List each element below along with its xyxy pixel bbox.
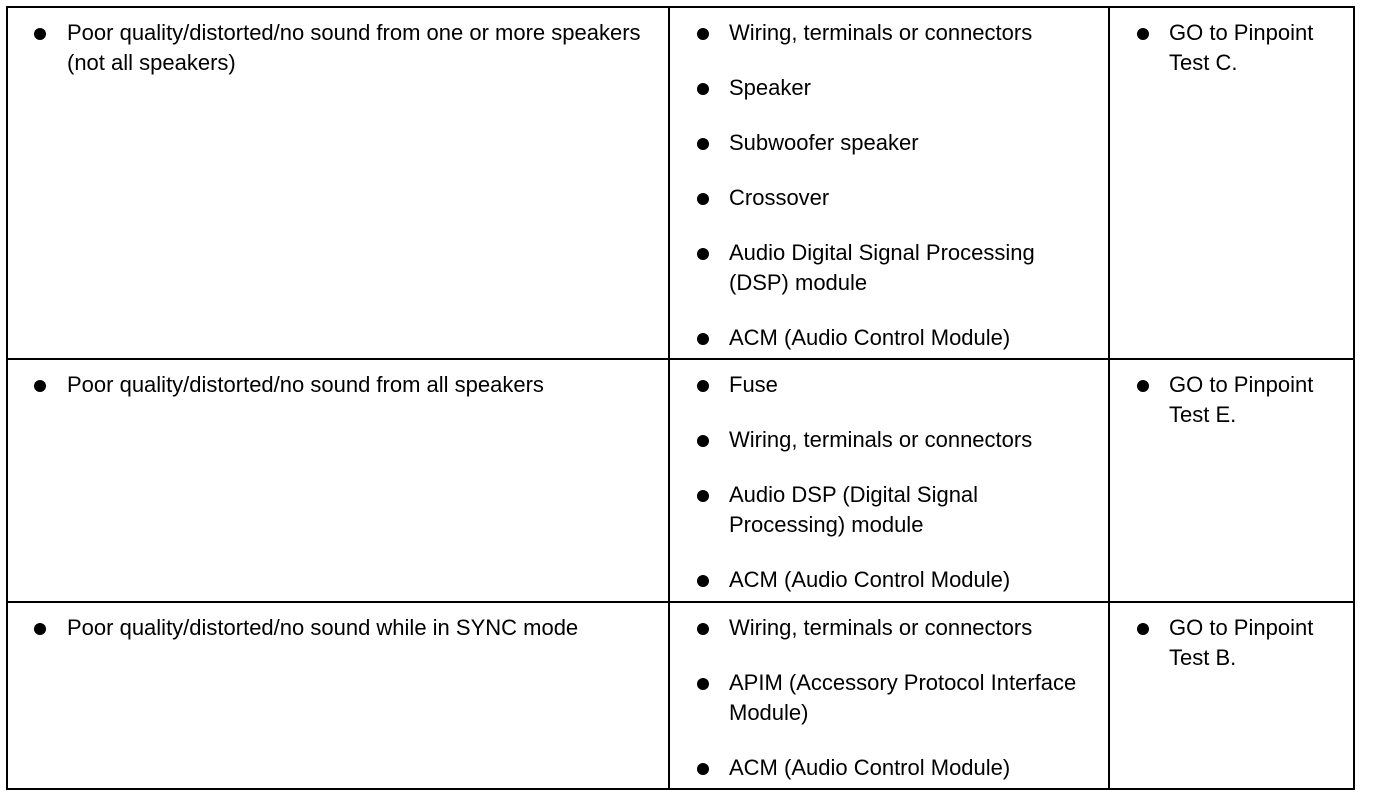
list-item	[670, 425, 1108, 455]
action-cell	[1110, 360, 1353, 601]
symptom-cell	[8, 603, 670, 788]
list-item	[670, 73, 1108, 103]
symptom-list	[8, 18, 668, 103]
bullet-icon	[697, 138, 709, 150]
source-text: Subwoofer speaker	[729, 130, 919, 155]
source-text: APIM (Accessory Protocol Interface Module)	[729, 670, 1077, 725]
source-text: Wiring, terminals or connectors	[729, 427, 1033, 452]
table-row	[8, 8, 1353, 360]
list-item	[8, 370, 668, 400]
bullet-icon	[697, 380, 709, 392]
possible-sources-cell	[670, 8, 1110, 358]
list-item	[670, 668, 1108, 728]
action-cell	[1110, 8, 1353, 358]
bullet-icon	[1137, 623, 1149, 635]
list-item	[1110, 613, 1353, 673]
source-text: Audio Digital Signal Processing (DSP) module	[729, 240, 1035, 295]
source-text: Fuse	[729, 372, 778, 397]
bullet-icon	[697, 248, 709, 260]
symptom-chart-table	[6, 6, 1355, 790]
bullet-icon	[697, 490, 709, 502]
list-item	[670, 18, 1108, 48]
bullet-icon	[1137, 28, 1149, 40]
list-item	[670, 323, 1108, 353]
action-text: GO to Pinpoint Test C.	[1169, 20, 1314, 75]
source-text: Speaker	[729, 75, 811, 100]
symptom-text: Poor quality/distorted/no sound from all speakers	[67, 372, 544, 397]
bullet-icon	[34, 28, 46, 40]
possible-sources-list	[670, 18, 1108, 378]
source-text: Audio DSP (Digital Signal Processing) module	[729, 482, 979, 537]
bullet-icon	[697, 83, 709, 95]
symptom-text: Poor quality/distorted/no sound while in SYNC mode	[67, 615, 579, 640]
table-row	[8, 603, 1353, 788]
list-item	[8, 613, 668, 643]
bullet-icon	[697, 763, 709, 775]
table-row	[8, 360, 1353, 603]
list-item	[670, 480, 1108, 540]
possible-sources-list	[670, 613, 1108, 808]
list-item	[8, 18, 668, 78]
action-list	[1110, 370, 1353, 455]
bullet-icon	[34, 623, 46, 635]
list-item	[670, 370, 1108, 400]
source-text: Wiring, terminals or connectors	[729, 615, 1033, 640]
symptom-list	[8, 613, 668, 668]
symptom-list	[8, 370, 668, 425]
possible-sources-cell	[670, 360, 1110, 601]
action-text: GO to Pinpoint Test E.	[1169, 372, 1314, 427]
possible-sources-cell	[670, 603, 1110, 788]
bullet-icon	[697, 28, 709, 40]
source-text: ACM (Audio Control Module)	[729, 567, 1011, 592]
symptom-cell	[8, 360, 670, 601]
bullet-icon	[34, 380, 46, 392]
symptom-cell	[8, 8, 670, 358]
bullet-icon	[1137, 380, 1149, 392]
source-text: ACM (Audio Control Module)	[729, 755, 1011, 780]
action-cell	[1110, 603, 1353, 788]
list-item	[1110, 370, 1353, 430]
bullet-icon	[697, 435, 709, 447]
action-list	[1110, 18, 1353, 103]
bullet-icon	[697, 193, 709, 205]
source-text: ACM (Audio Control Module)	[729, 325, 1011, 350]
bullet-icon	[697, 623, 709, 635]
action-list	[1110, 613, 1353, 698]
list-item	[670, 613, 1108, 643]
bullet-icon	[697, 575, 709, 587]
list-item	[670, 128, 1108, 158]
list-item	[670, 183, 1108, 213]
possible-sources-list	[670, 370, 1108, 620]
source-text: Crossover	[729, 185, 830, 210]
list-item	[670, 753, 1108, 783]
bullet-icon	[697, 678, 709, 690]
bullet-icon	[697, 333, 709, 345]
action-text: GO to Pinpoint Test B.	[1169, 615, 1314, 670]
symptom-text: Poor quality/distorted/no sound from one or more speakers (not all speakers)	[67, 20, 641, 75]
list-item	[1110, 18, 1353, 78]
list-item	[670, 565, 1108, 595]
source-text: Wiring, terminals or connectors	[729, 20, 1033, 45]
list-item	[670, 238, 1108, 298]
